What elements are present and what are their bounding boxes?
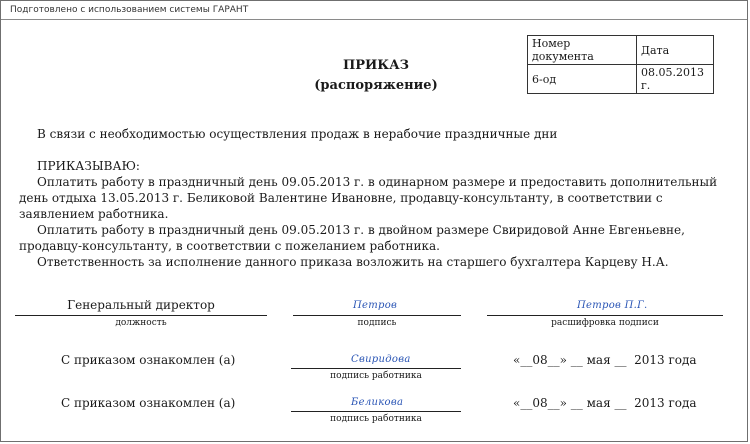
header-divider: [1, 19, 747, 20]
position-line: [15, 315, 267, 316]
table-header-number: Номер документа: [528, 36, 637, 65]
document-number-value: 6-од: [528, 65, 637, 94]
order-paragraph: Оплатить работу в праздничный день 09.05.2013 г. в одинарном размере и предоставить дополнительный день отдыха 13.05.2013 г. Беликовой Валентине Ивановне, продавцу-консультанту, в соответствии с заявлением работника.: [19, 175, 718, 221]
employee-signature: Беликова: [351, 397, 404, 408]
acknowledgement-label: С приказом ознакомлен (а): [61, 396, 236, 410]
signature-caption: подпись: [357, 318, 397, 328]
decoding-line: [487, 315, 723, 316]
employee-signature: Свиридова: [351, 354, 411, 365]
director-position: Генеральный директор: [67, 298, 215, 312]
document-subtitle: (распоряжение): [314, 78, 438, 93]
position-caption: должность: [115, 318, 167, 328]
acknowledgement-date: «__08__» __ мая __ 2013 года: [513, 353, 697, 367]
source-note: Подготовлено с использованием системы ГАРАНТ: [10, 5, 249, 15]
employee-signature-caption: подпись работника: [330, 371, 422, 381]
document-date-value: 08.05.2013 г.: [637, 65, 714, 94]
order-paragraph: Ответственность за исполнение данного приказа возложить на старшего бухгалтера Карцеву Н.А.: [37, 255, 669, 269]
employee-signature-caption: подпись работника: [330, 414, 422, 424]
order-word: ПРИКАЗЫВАЮ:: [37, 159, 140, 173]
acknowledgement-date: «__08__» __ мая __ 2013 года: [513, 396, 697, 410]
order-paragraph: Оплатить работу в праздничный день 09.05.2013 г. в двойном размере Свиридовой Анне Евгеньевне, продавцу-консультанту, в соответствии с пожеланием работника.: [19, 223, 685, 253]
employee-signature-line: [291, 368, 461, 369]
intro-paragraph: В связи с необходимостью осуществления продаж в нерабочие праздничные дни: [37, 127, 558, 141]
director-signature-decoding: Петров П.Г.: [577, 300, 648, 311]
decoding-caption: расшифровка подписи: [551, 318, 659, 328]
acknowledgement-label: С приказом ознакомлен (а): [61, 353, 236, 367]
table-header-date: Дата: [637, 36, 714, 65]
order-body: [19, 126, 739, 270]
director-signature: Петров: [353, 300, 398, 311]
employee-signature-line: [291, 411, 461, 412]
signature-line: [293, 315, 461, 316]
document-title: ПРИКАЗ: [342, 58, 410, 73]
